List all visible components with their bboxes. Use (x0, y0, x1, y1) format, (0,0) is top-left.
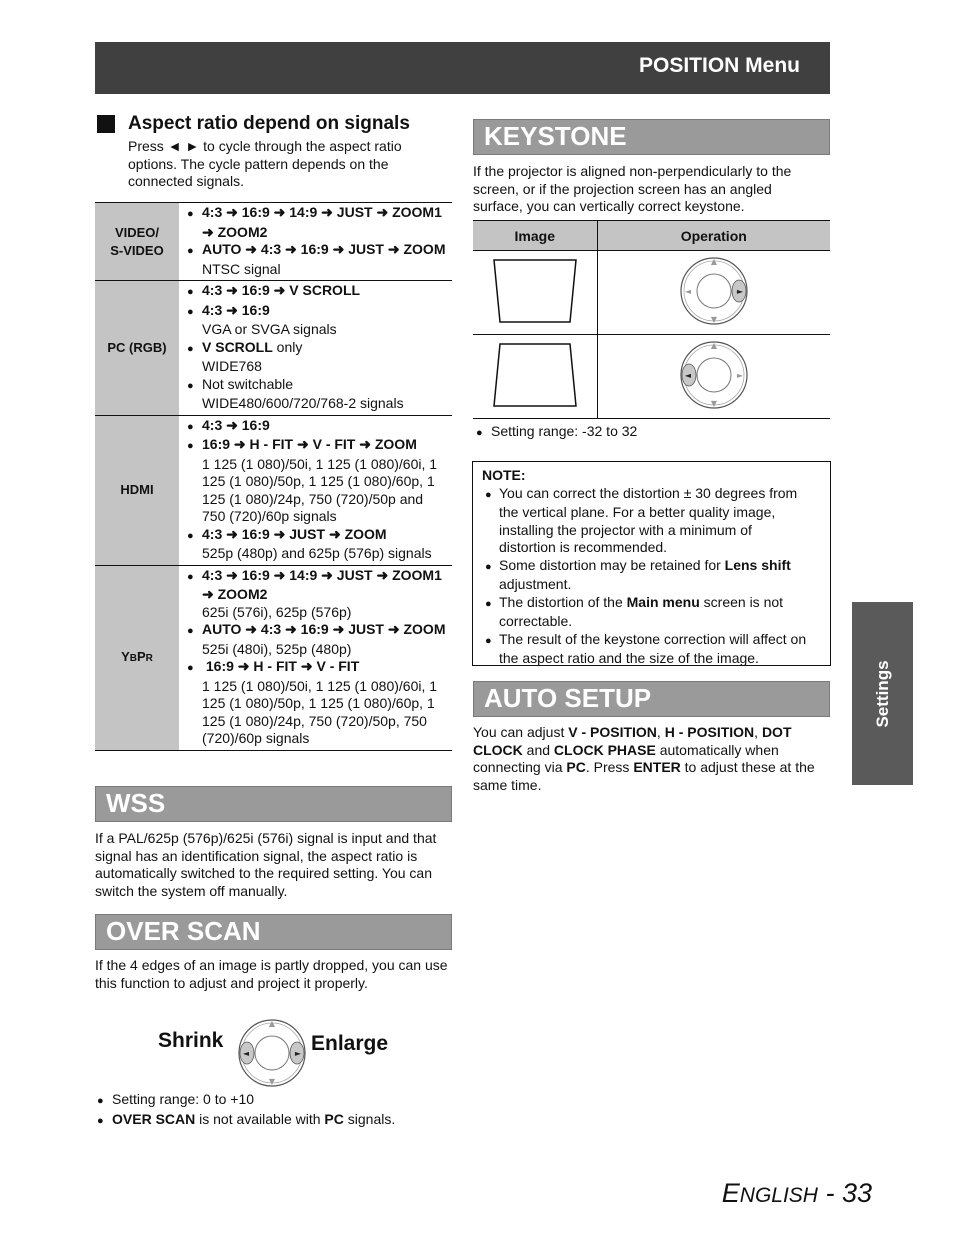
aspect-intro: Press ◄ ► to cycle through the aspect ratio options. The cycle pattern depends on the connected signals. (128, 138, 402, 189)
list-item: ● 4:3 ➜ 16:9 ➜ 14:9 ➜ JUST ➜ ZOOM1 ➜ ZOOM2 (187, 566, 442, 602)
svg-text:▼: ▼ (710, 399, 717, 408)
bullet-icon: ● (187, 208, 194, 220)
list-item: ● V SCROLL only (187, 339, 448, 359)
header-bar (95, 42, 830, 94)
bullet-icon: ● (97, 1114, 104, 1127)
bullet-icon: ● (187, 625, 194, 637)
svg-text:▲: ▲ (710, 341, 717, 350)
over-scan-section-bar (95, 914, 452, 950)
signal-cycle-table (95, 202, 452, 751)
keystone-body: If the projector is aligned non-perpendicularly to the screen, or if the projection screen has an angled surface, you can vertically correct keystone. (473, 163, 792, 214)
list-item-note: 525i (480i), 525p (480p) (202, 640, 352, 657)
list-item-note: WIDE768 (202, 358, 262, 374)
aspect-ratio-heading: Aspect ratio depend on signals (97, 113, 410, 135)
dpad-right-icon (679, 256, 749, 326)
list-item: ● AUTO ➜ 4:3 ➜ 16:9 ➜ JUST ➜ ZOOM (187, 621, 448, 641)
note-item: ● The distortion of the Main menu screen is not correctable. (485, 593, 784, 629)
over-scan-body: If the 4 edges of an image is partly dropped, you can use this function to adjust and project it properly. (95, 957, 448, 991)
list-item-note: 525p (480p) and 625p (576p) signals (202, 545, 432, 561)
table-row (95, 565, 452, 750)
bullet-icon: ● (187, 662, 194, 674)
bullet-icon: ● (187, 305, 194, 318)
svg-text:▼: ▼ (710, 315, 717, 324)
table-row (95, 281, 452, 416)
list-item-note: 625i (576i), 625p (576p) (202, 603, 352, 620)
page-title: POSITION Menu (638, 54, 800, 77)
list-item: ● 4:3 ➜ 16:9 ➜ 14:9 ➜ JUST ➜ ZOOM1 ➜ ZOOM2 (187, 204, 442, 240)
bullet-icon: ● (485, 597, 492, 610)
svg-text:▲: ▲ (710, 257, 717, 266)
bullet-icon: ● (187, 570, 194, 583)
bullet-icon: ● (187, 342, 194, 355)
bullet-icon: ● (476, 427, 483, 439)
list-item-note: 1 125 (1 080)/50i, 1 125 (1 080)/60i, 1 125 (1 080)/50p, 1 125 (1 080)/60p, 1 125 (1 080)/24p, 750 (720)/50p, 750 (720)/60p signals (202, 677, 438, 746)
signal-label: PC (RGB) (95, 281, 179, 416)
over-scan-notes: ● Setting range: 0 to +10 ● OVER SCAN is not available with PC signals. (97, 1091, 395, 1130)
list-item-note: NTSC signal (202, 260, 281, 277)
table-row (473, 335, 830, 419)
enlarge-label: Enlarge (311, 1032, 389, 1055)
side-tab-label: Settings (872, 659, 892, 728)
shrink-label: Shrink (158, 1029, 224, 1052)
operation-column-header: Operation (597, 221, 830, 251)
keystone-wide-bottom-image (490, 340, 580, 410)
svg-text:◄: ◄ (242, 1049, 250, 1058)
bullet-icon: ● (187, 529, 194, 542)
wss-title: WSS (106, 788, 166, 818)
note-item: ● Some distortion may be retained for Lens shift adjustment. (485, 556, 791, 592)
list-item-note: WIDE480/600/720/768-2 signals (202, 395, 404, 411)
keystone-range: ● Setting range: -32 to 32 (476, 423, 637, 443)
over-scan-title: OVER SCAN (106, 916, 261, 946)
list-item: ● 4:3 ➜ 16:9 ➜ V SCROLL (187, 282, 448, 302)
square-bullet-icon (97, 115, 115, 133)
signal-label: VIDEO/ S-VIDEO (95, 203, 179, 281)
signal-label: YBPR (95, 565, 179, 750)
settings-side-tab[interactable] (852, 602, 913, 785)
svg-text:►: ► (736, 371, 743, 380)
list-item-note: VGA or SVGA signals (202, 321, 337, 337)
svg-text:▼: ▼ (268, 1077, 276, 1086)
list-item: ● 4:3 ➜ 16:9 ➜ JUST ➜ ZOOM (187, 526, 448, 546)
svg-text:►: ► (736, 287, 743, 296)
bullet-icon: ● (187, 420, 194, 433)
wss-body: If a PAL/625p (576p)/625i (576i) signal is input and that signal has an identification signal, the aspect ratio is automatically switched to the required setting. You can switch the system off manually. (95, 830, 437, 899)
dpad-left-icon (679, 340, 749, 410)
image-column-header: Image (473, 221, 597, 251)
list-item-note: 1 125 (1 080)/50i, 1 125 (1 080)/60i, 1 125 (1 080)/50p, 1 125 (1 080)/60p, 1 125 (1 080)/24p, 750 (720)/50p and 750 (720)/60p signals (202, 455, 438, 524)
svg-text:◄: ◄ (684, 287, 691, 296)
list-item: ● 16:9 ➜ H - FIT ➜ V - FIT ➜ ZOOM (187, 436, 448, 456)
list-item: ● 4:3 ➜ 16:9 (187, 417, 448, 437)
auto-setup-section-bar (473, 681, 830, 717)
svg-text:▲: ▲ (268, 1019, 276, 1028)
wss-section-bar (95, 786, 452, 822)
note-box (472, 461, 831, 666)
bullet-icon: ● (187, 440, 194, 452)
svg-text:►: ► (294, 1049, 302, 1058)
table-row (473, 251, 830, 335)
bullet-icon: ● (187, 286, 194, 298)
note-item: ● The result of the keystone correction will affect on the aspect ratio and the size of the image. (485, 630, 807, 666)
bullet-icon: ● (187, 379, 194, 392)
bullet-icon: ● (485, 560, 492, 573)
keystone-section-bar (473, 119, 830, 155)
bullet-icon: ● (187, 245, 194, 257)
auto-setup-title: AUTO SETUP (484, 683, 652, 713)
table-row (95, 415, 452, 565)
note-title: NOTE: (482, 467, 526, 483)
page-number: ENGLISH - 33 (721, 1178, 872, 1208)
auto-setup-body: You can adjust V - POSITION, H - POSITION, DOT CLOCK and CLOCK PHASE automatically when connecting via PC. Press ENTER to adjust these at the same time. (473, 724, 815, 793)
bullet-icon: ● (97, 1095, 104, 1107)
list-item: ● Not switchable (187, 376, 448, 396)
svg-text:◄: ◄ (684, 371, 691, 380)
keystone-title: KEYSTONE (484, 121, 627, 151)
keystone-table (473, 220, 830, 419)
bullet-icon: ● (485, 634, 492, 647)
signal-label: HDMI (95, 415, 179, 565)
table-row (95, 203, 452, 281)
list-item: ● AUTO ➜ 4:3 ➜ 16:9 ➜ JUST ➜ ZOOM (187, 241, 448, 261)
dpad-icon (237, 1018, 307, 1088)
list-item: ● 4:3 ➜ 16:9 (187, 302, 448, 322)
list-item: ● 16:9 ➜ H - FIT ➜ V - FIT (187, 658, 448, 678)
note-item: ● You can correct the distortion ± 30 degrees from the vertical plane. For a better quality image, installing the projector with a minimum of distortion is recommended. (485, 484, 798, 555)
bullet-icon: ● (485, 488, 492, 501)
keystone-wide-top-image (490, 256, 580, 326)
